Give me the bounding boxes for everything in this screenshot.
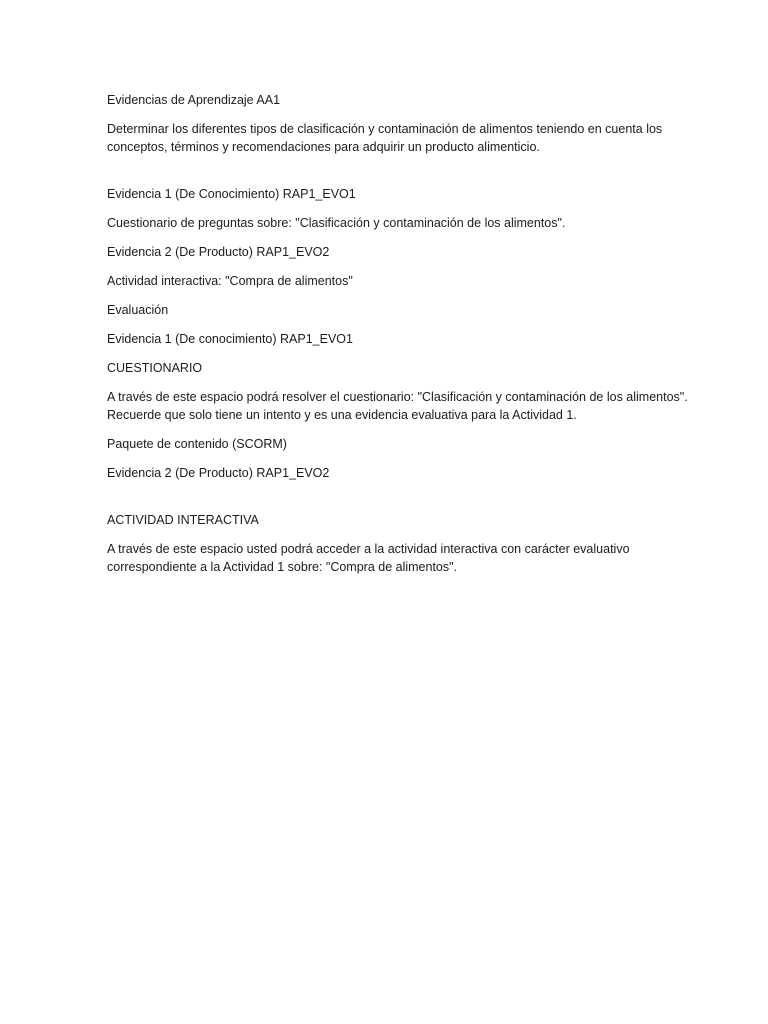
evaluation-evidence-2-heading: Evidencia 2 (De Producto) RAP1_EVO2 (107, 466, 330, 480)
evidence-1-heading: Evidencia 1 (De Conocimiento) RAP1_EVO1 (107, 187, 356, 201)
scorm-package-heading: Paquete de contenido (SCORM) (107, 437, 287, 451)
learning-objective-paragraph: Determinar los diferentes tipos de clasificación y contaminación de alimentos teniendo en cuenta los conceptos, términos y recomendaciones para adquirir un producto alimenticio. (107, 122, 663, 154)
interactive-activity-description: A través de este espacio usted podrá acceder a la actividad interactiva con carácter evaluativo correspondiente a la Actividad 1 sobre: "Compra de alimentos". (107, 542, 630, 574)
interactive-activity-heading: ACTIVIDAD INTERACTIVA (107, 513, 259, 527)
document-title: Evidencias de Aprendizaje AA1 (107, 93, 281, 107)
evidence-2-heading: Evidencia 2 (De Producto) RAP1_EVO2 (107, 245, 330, 259)
evaluation-evidence-1-heading: Evidencia 1 (De conocimiento) RAP1_EVO1 (107, 332, 353, 346)
evidence-2-description: Actividad interactiva: "Compra de alimentos" (107, 274, 353, 288)
questionnaire-heading: CUESTIONARIO (107, 361, 203, 375)
evidence-1-description: Cuestionario de preguntas sobre: "Clasificación y contaminación de los alimentos". (107, 216, 566, 230)
evaluation-heading: Evaluación (107, 303, 169, 317)
questionnaire-description: A través de este espacio podrá resolver el cuestionario: "Clasificación y contaminación de los alimentos". Recuerde que solo tiene un intento y es una evidencia evaluativa para la Actividad 1. (107, 390, 688, 422)
